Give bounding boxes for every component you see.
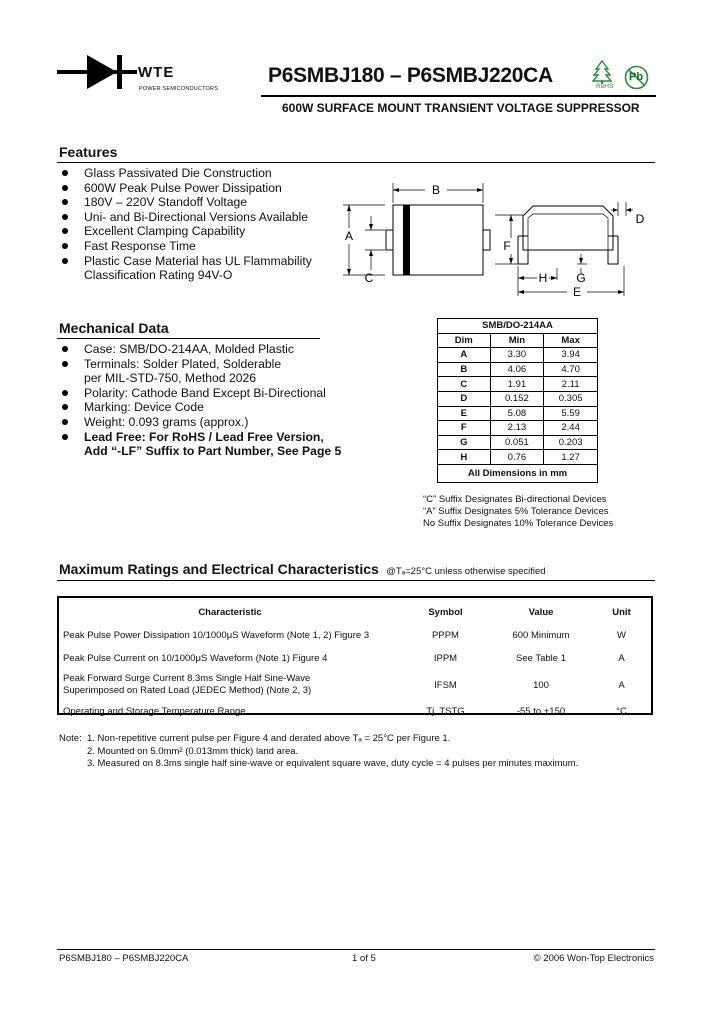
rating-unit: °C xyxy=(616,706,627,717)
footer-page-number: 1 of 5 xyxy=(352,953,376,964)
dim-cell: 0.203 xyxy=(544,435,598,450)
rating-unit: A xyxy=(618,679,625,691)
dim-cell: 2.44 xyxy=(544,421,598,436)
dim-table-header: Min xyxy=(490,333,544,348)
ratings-box xyxy=(57,596,653,715)
dimension-table xyxy=(437,318,598,483)
rohs-badge xyxy=(590,60,614,92)
mechanical-list xyxy=(59,342,379,459)
list-item: Marking: Device Code xyxy=(59,400,379,415)
note-item: 2. Mounted on 5.0mm² (0.013mm thick) land area. xyxy=(87,745,299,757)
footer-part-range: P6SMBJ180 – P6SMBJ220CA xyxy=(59,953,189,964)
table-row xyxy=(59,647,651,670)
table-row xyxy=(438,435,598,450)
rating-symbol: PPPM xyxy=(432,630,459,641)
dim-cell: 3.30 xyxy=(490,348,544,363)
rating-value: 600 Minimum xyxy=(512,630,570,641)
dim-cell: 0.051 xyxy=(490,435,544,450)
dim-label-b: B xyxy=(431,183,441,197)
footer-rule xyxy=(57,949,655,950)
table-row xyxy=(438,348,598,363)
rating-characteristic: Operating and Storage Temperature Range xyxy=(63,706,246,717)
table-row xyxy=(59,624,651,647)
dim-label-h: H xyxy=(538,271,548,285)
suffix-note: “A” Suffix Designates 5% Tolerance Devices xyxy=(423,506,609,517)
note-item: 3. Measured on 8.3ms single half sine-wave or equivalent square wave, duty cycle = 4 pulses per minutes maximum. xyxy=(87,758,579,769)
ratings-header: Value xyxy=(528,606,554,618)
dim-cell: 0.152 xyxy=(490,391,544,406)
dim-table-footer: All Dimensions in mm xyxy=(438,464,598,482)
rohs-label: RoHS xyxy=(596,83,614,90)
list-item: Classification Rating 94V-O xyxy=(84,268,233,283)
dim-cell: H xyxy=(438,450,491,465)
ratings-heading xyxy=(59,561,546,579)
rating-symbol: Tj, TSTG xyxy=(426,706,465,717)
rating-value: See Table 1 xyxy=(515,653,566,664)
rating-characteristic-line: Peak Forward Surge Current 8.3ms Single Half Sine-Wave xyxy=(63,673,311,684)
ratings-rule xyxy=(57,580,655,581)
side-view xyxy=(495,202,633,296)
suffix-note: “C” Suffix Designates Bi-directional Devices xyxy=(423,494,607,505)
title-underline xyxy=(261,95,656,97)
list-item: per MIL-STD-750, Method 2026 xyxy=(84,371,257,386)
list-item: Glass Passivated Die Construction xyxy=(59,166,379,181)
ratings-table xyxy=(59,600,651,723)
list-item: Plastic Case Material has UL Flammability xyxy=(59,254,379,269)
list-item: Polarity: Cathode Band Except Bi-Directional xyxy=(59,386,379,401)
list-item: Add “-LF” Suffix to Part Number, See Page 5 xyxy=(84,444,342,459)
dim-cell: C xyxy=(438,377,491,392)
rating-unit: W xyxy=(617,630,626,641)
rating-characteristic-line: Superimposed on Rated Load (JEDEC Method) (Note 2, 3) xyxy=(63,685,312,696)
dim-cell: 0.76 xyxy=(490,450,544,465)
rating-characteristic: Peak Pulse Current on 10/1000μS Waveform (Note 1) Figure 4 xyxy=(63,653,328,664)
table-row xyxy=(438,406,598,421)
top-view xyxy=(343,183,490,275)
note-item: 1. Non-repetitive current pulse per Figure 4 and derated above Tₐ = 25°C per Figure 1. xyxy=(87,733,451,744)
features-list xyxy=(59,166,379,283)
dim-label-g: G xyxy=(576,271,586,285)
dim-label-e: E xyxy=(572,285,582,299)
list-item: Uni- and Bi-Directional Versions Available xyxy=(59,210,379,225)
rating-symbol: IPPM xyxy=(433,653,458,664)
dim-table-header: Max xyxy=(544,333,598,348)
rating-unit: A xyxy=(618,653,625,664)
table-row xyxy=(438,362,598,377)
ratings-header: Unit xyxy=(612,606,631,618)
table-row xyxy=(438,450,598,465)
dim-cell: 1.27 xyxy=(544,450,598,465)
mechanical-rule xyxy=(57,338,320,339)
list-item: Terminals: Solder Plated, Solderable xyxy=(59,357,379,372)
logo-subtitle: POWER SEMICONDUCTORS xyxy=(139,86,219,92)
features-title: Features xyxy=(59,144,118,160)
list-item: Excellent Clamping Capability xyxy=(59,224,379,239)
logo xyxy=(57,52,219,96)
dim-cell: 0.305 xyxy=(544,391,598,406)
dim-cell: 4.06 xyxy=(490,362,544,377)
ratings-header: Characteristic xyxy=(198,606,262,618)
dim-label-a: A xyxy=(344,229,354,243)
features-rule xyxy=(57,162,655,163)
table-row xyxy=(438,391,598,406)
ratings-title: Maximum Ratings and Electrical Characteristics xyxy=(59,561,379,577)
list-item: Case: SMB/DO-214AA, Molded Plastic xyxy=(59,342,379,357)
page-title: P6SMBJ180 – P6SMBJ220CA xyxy=(268,64,553,87)
list-item: Weight: 0.093 grams (approx.) xyxy=(59,415,379,430)
dim-cell: 2.11 xyxy=(544,377,598,392)
dim-cell: A xyxy=(438,348,491,363)
dim-label-f: F xyxy=(503,239,511,253)
tree-icon xyxy=(590,60,614,84)
dim-label-d: D xyxy=(635,212,645,226)
dim-cell: 2.13 xyxy=(490,421,544,436)
rating-characteristic: Peak Pulse Power Dissipation 10/1000μS Waveform (Note 1, 2) Figure 3 xyxy=(63,630,370,641)
pb-label: Pb xyxy=(629,71,644,83)
dim-cell: E xyxy=(438,406,491,421)
table-row xyxy=(59,700,651,723)
table-row xyxy=(438,421,598,436)
page-subtitle: 600W SURFACE MOUNT TRANSIENT VOLTAGE SUPPRESSOR xyxy=(282,101,640,115)
dim-label-c: C xyxy=(364,271,374,285)
dim-cell: 3.94 xyxy=(544,348,598,363)
pb-free-badge xyxy=(624,65,649,90)
dim-cell: B xyxy=(438,362,491,377)
rating-value: -55 to +150 xyxy=(516,706,566,717)
notes xyxy=(59,733,659,771)
diode-logo-icon xyxy=(57,52,137,92)
package-diagram xyxy=(335,178,655,303)
ratings-header: Symbol xyxy=(428,606,463,618)
rating-symbol: IFSM xyxy=(434,679,457,691)
rating-value: 100 xyxy=(533,679,549,691)
list-item: 600W Peak Pulse Power Dissipation xyxy=(59,181,379,196)
list-item: Lead Free: For RoHS / Lead Free Version, xyxy=(59,430,379,445)
mechanical-title: Mechanical Data xyxy=(59,320,169,336)
footer-copyright: © 2006 Won-Top Electronics xyxy=(533,953,654,964)
dim-table-header: Dim xyxy=(438,333,491,348)
suffix-note: No Suffix Designates 10% Tolerance Devices xyxy=(423,518,614,529)
dim-cell: 5.08 xyxy=(490,406,544,421)
rating-characteristic xyxy=(59,670,401,700)
list-item: Fast Response Time xyxy=(59,239,379,254)
dim-cell: 1.91 xyxy=(490,377,544,392)
ratings-condition: @Tₐ=25°C unless otherwise specified xyxy=(386,566,546,577)
dim-cell: 5.59 xyxy=(544,406,598,421)
dim-table-title: SMB/DO-214AA xyxy=(438,319,598,334)
dim-cell: D xyxy=(438,391,491,406)
list-item: 180V – 220V Standoff Voltage xyxy=(59,195,379,210)
dim-cell: G xyxy=(438,435,491,450)
table-row xyxy=(59,670,651,700)
suffix-notes xyxy=(423,494,613,530)
dim-cell: F xyxy=(438,421,491,436)
table-row xyxy=(438,377,598,392)
logo-text: WTE xyxy=(138,64,175,81)
dim-cell: 4.70 xyxy=(544,362,598,377)
notes-label: Note: xyxy=(59,733,82,744)
